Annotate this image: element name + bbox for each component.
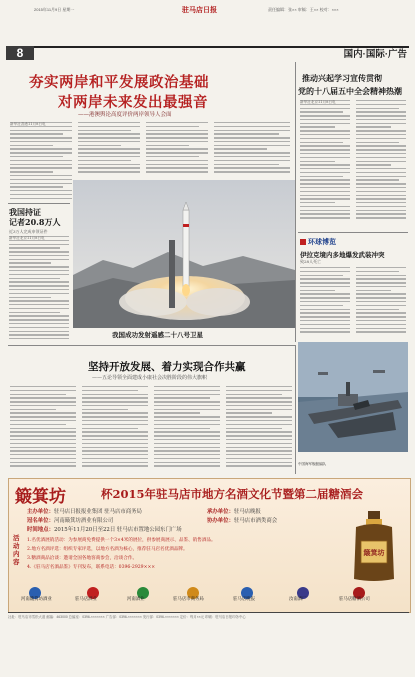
lead-article-column-4 xyxy=(214,122,290,177)
left-story-headline-line2: 记者20.8万人 xyxy=(9,217,61,227)
editor-credits: 责任编辑：张×× 审稿：王×× 校对：××× xyxy=(268,7,339,12)
ad-sponsor-row xyxy=(27,516,113,524)
sponsor-name: 驻马店糖酒公司 xyxy=(339,597,370,602)
ad-time-value: 2015年11月20日至22日 驻马店市置地公园东门广场 xyxy=(53,527,182,533)
env-story-subheadline: 致28人死亡 xyxy=(300,259,322,264)
page-header xyxy=(6,4,409,14)
ad-activity-label: 活动内容 xyxy=(13,534,20,566)
article2-column-4 xyxy=(226,386,292,471)
column-name: 环球博览 xyxy=(308,238,336,246)
sponsor-name: 汝南酒厂 xyxy=(289,597,307,602)
section-title: 国内·国际·广告 xyxy=(343,49,407,60)
right-story-byline: 新华社北京11月8日电 xyxy=(300,100,350,101)
section-divider xyxy=(8,345,296,346)
ad-undertaker-key: 承办单位： xyxy=(207,509,234,515)
right-story-headline-line2: 党的十八届五中全会精神热潮 xyxy=(298,86,402,96)
lead-article-column-2 xyxy=(78,122,140,177)
sponsor-name: 驻马店市商务局 xyxy=(173,597,204,602)
bottle-label: 簸箕坊 xyxy=(363,548,385,557)
page-footer: 社址：驻马店市雪松大道 邮编：463000 总编室：0396-××××××× 广告部：0396-××××××× 发行部：0396-××××××× 定价：每月××元 印刷：驻马店日报印务中心 xyxy=(8,615,246,619)
left-story-body xyxy=(9,236,69,346)
ad-undertaker-row xyxy=(207,507,261,515)
ad-organizer-value: 驻马店日报报业集团 驻马店市商务局 xyxy=(53,509,142,515)
left-story-subheadline: 近3万人完成申领证件 xyxy=(9,229,48,234)
right-story-column-2 xyxy=(356,100,406,228)
left-story-headline-line1: 我国持证 xyxy=(9,207,41,217)
sponsor-name: 河南酒业 xyxy=(127,597,145,602)
liquor-bottle-image xyxy=(348,509,400,583)
env-story-headline: 伊拉克境内多地爆发武装冲突 xyxy=(300,251,385,259)
column-heading xyxy=(300,237,336,247)
sponsor-name: 河南簸箕坊酒业 xyxy=(21,597,52,602)
ship-photo-caption: 中国海军舰艇编队 xyxy=(298,462,326,466)
article2-column-2 xyxy=(82,386,148,471)
rocket-photo-caption: 我国成功发射遥感二十八号卫星 xyxy=(112,331,203,339)
footer-rule xyxy=(8,612,409,613)
ad-time-key: 时间地点： xyxy=(27,527,54,533)
ad-content-line-1: 1.名优酒展销活动：为参展商免费提供一个3×4米的展位，供参展商展示、品鉴、销售酒品。 xyxy=(27,538,216,543)
ad-undertaker-value: 驻马店晚报 xyxy=(233,509,261,515)
story-divider xyxy=(8,203,70,204)
ad-coorganizer-key: 协办单位： xyxy=(207,518,234,524)
lead-article-column-1 xyxy=(10,122,72,204)
left-story-byline: 新华社北京11月8日电 xyxy=(9,236,69,237)
ad-title: 杯2015年驻马店市地方名酒文化节暨第二届糖酒会 xyxy=(101,487,364,501)
ad-content-line-4: 4.《驻马店名酒品鉴》专刊发布，联系电话：0396-2929××× xyxy=(27,565,156,570)
ad-sponsor-key: 冠名单位： xyxy=(27,518,54,524)
ad-brand: 簸箕坊 xyxy=(15,487,66,507)
lead-article-column-3 xyxy=(146,122,208,177)
lead-byline: 新华社香港11月8日电 xyxy=(10,122,72,123)
navy-ship-photo xyxy=(298,342,408,452)
ad-sponsor-value: 河南簸箕坊酒业有限公司 xyxy=(53,518,114,524)
ad-coorganizer-row xyxy=(207,516,277,524)
sponsor-name: 驻马店晚报 xyxy=(233,597,255,602)
liquor-festival-advertisement xyxy=(8,478,411,613)
rocket-launch-photo xyxy=(73,180,295,328)
article2-column-3 xyxy=(154,386,220,471)
article2-subheadline: ——五论导领全面建成小康社会决胜阶段的伟大旗帜 xyxy=(92,375,208,381)
sponsor-name: 驻马店酒业 xyxy=(75,597,97,602)
env-story-column-2 xyxy=(356,267,406,339)
article2-headline: 坚持开放发展、着力实现合作共赢 xyxy=(88,361,246,373)
column-marker-icon xyxy=(300,239,306,245)
ad-content-line-3: 3.糖酒商品洽谈：邀请全国各地客商参会，洽谈合作。 xyxy=(27,556,138,561)
ad-organizer-key: 主办单位： xyxy=(27,509,54,515)
lead-headline-line1: 夯实两岸和平发展政治基础 xyxy=(29,74,209,91)
env-story-column-1 xyxy=(300,267,350,339)
page-number: 8 xyxy=(6,46,34,60)
lead-subheadline: ——港澳舆论高度评价两岸领导人会面 xyxy=(78,112,172,118)
ad-content-line-2: 2.地方名酒评选：组织专家评选，以地方名酒为核心，推荐驻马店名优酒品牌。 xyxy=(27,547,188,552)
column-divider xyxy=(295,62,296,342)
ad-time-row xyxy=(27,525,182,533)
ad-organizer-row xyxy=(27,507,142,515)
masthead: 驻马店日报 xyxy=(182,5,217,14)
right-story-column-1 xyxy=(300,100,350,228)
issue-date: 2015年11月9日 星期一 xyxy=(34,7,75,12)
lead-headline-line2: 对两岸未来发出最强音 xyxy=(58,94,208,111)
right-story-headline-line1: 推动兴起学习宣传贯彻 xyxy=(302,73,382,83)
column-divider-lower xyxy=(295,346,296,474)
story-divider-right xyxy=(298,232,408,233)
ad-coorganizer-value: 驻马店市酒类商会 xyxy=(233,518,278,524)
article2-column-1 xyxy=(10,386,76,471)
